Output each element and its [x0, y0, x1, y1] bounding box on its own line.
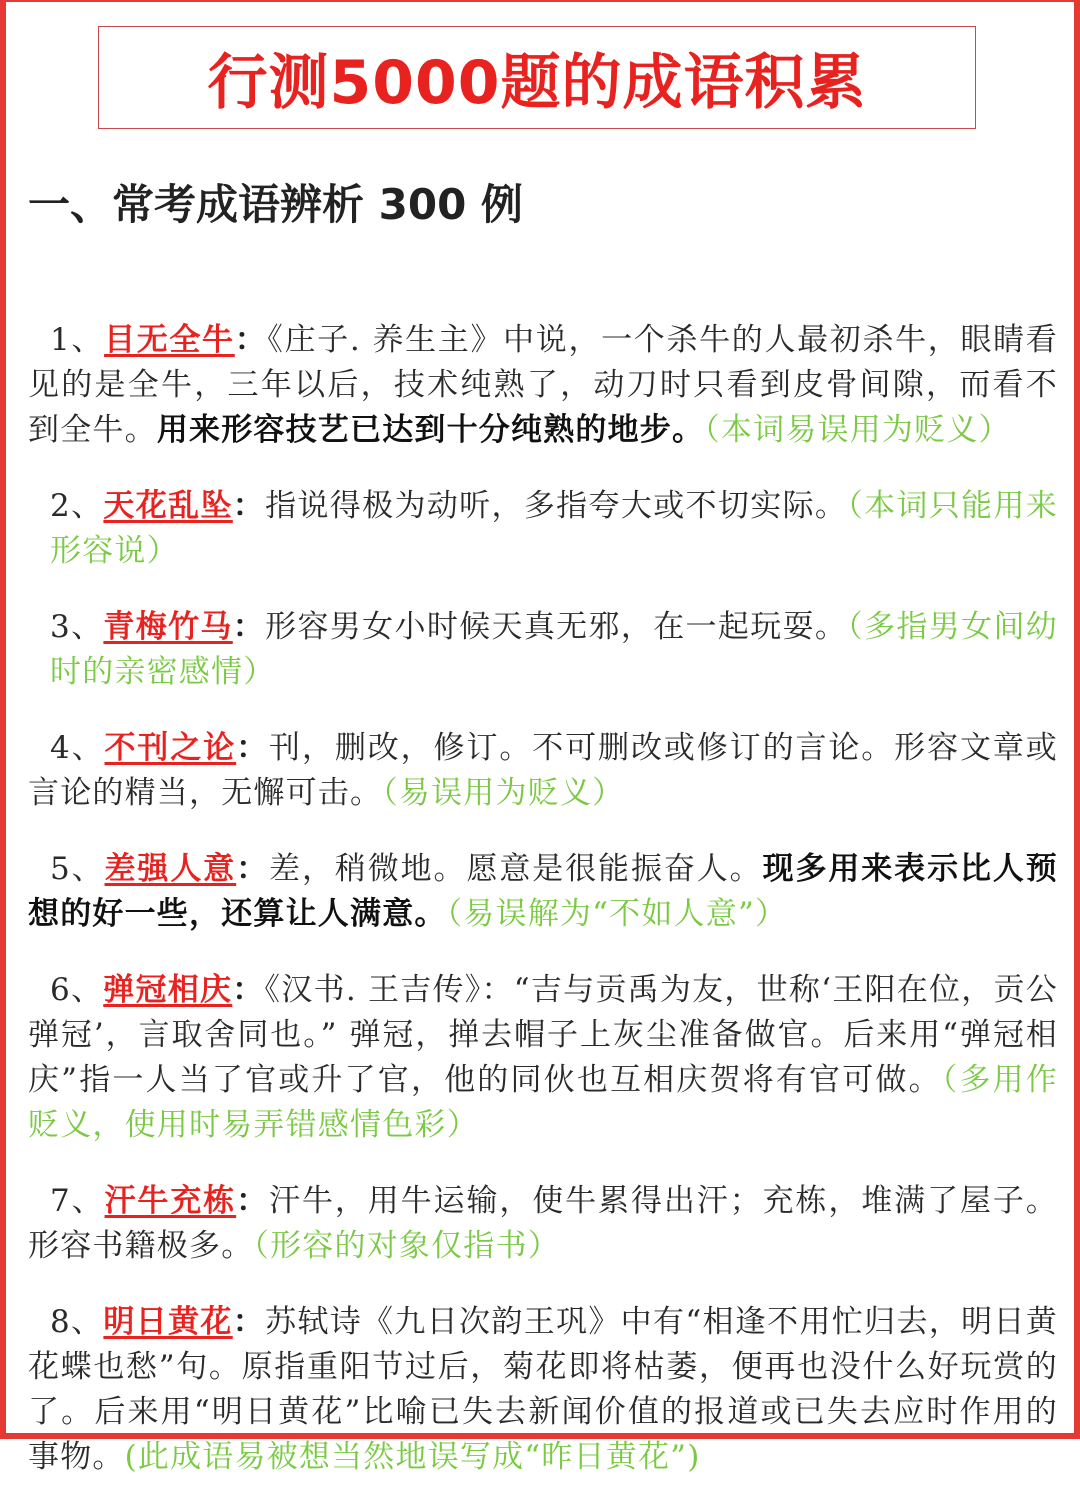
- term-colon: ：: [232, 609, 266, 645]
- entry-number: 1、: [50, 322, 105, 358]
- usage-note: （形容的对象仅指书）: [253, 1228, 560, 1264]
- entry-emphasis: 现多用来表示比人预想的好一些，还算让人满意。: [28, 851, 1058, 932]
- entry-number: 5、: [50, 851, 105, 887]
- usage-note: （本词只能用来形容说）: [50, 488, 1058, 569]
- entry-text: 差，稍微地。愿意是很能振奋人。: [269, 851, 763, 887]
- entry-number: 8、: [50, 1304, 104, 1340]
- idiom-entry: [28, 968, 1058, 1148]
- idiom-term: 天花乱坠: [103, 488, 233, 524]
- entry-number: 2、: [50, 488, 104, 524]
- entry-emphasis: 用来形容技艺已达到十分纯熟的地步。: [156, 412, 705, 448]
- entry-number: 4、: [50, 730, 105, 766]
- term-colon: ：: [232, 1304, 266, 1340]
- usage-note: （本词易误用为贬义）: [704, 412, 1011, 448]
- title-box: [98, 26, 976, 129]
- idiom-entry: [28, 318, 1058, 453]
- section-heading: 一、常考成语辨析 300 例: [28, 180, 523, 229]
- idiom-term: 汗牛充栋: [104, 1183, 237, 1219]
- idiom-term: 不刊之论: [104, 730, 237, 766]
- term-colon: ：: [236, 1183, 270, 1219]
- idiom-entry: [28, 1179, 1058, 1269]
- idiom-entry: [28, 847, 1058, 937]
- entry-text: 《汉书. 王吉传》：“吉与贡禹为友，世称‘王阳在位，贡公弹冠’，言取舍同也。” 弹冠，掸去帽子上灰尘准备做官。后来用“弹冠相庆”指一人当了官或升了官，他的同伙也互相庆贺将有官可做。: [28, 972, 1059, 1098]
- idiom-term: 弹冠相庆: [103, 972, 233, 1008]
- term-colon: ：: [236, 730, 270, 766]
- usage-note: (此成语易被想当然地误写成“昨日黄花”): [124, 1439, 701, 1475]
- term-colon: ：: [232, 972, 265, 1008]
- idiom-term: 目无全牛: [104, 322, 235, 358]
- idiom-entry: [28, 726, 1058, 816]
- entry-text: 苏轼诗《九日次韵王巩》中有“相逢不用忙归去，明日黄花蝶也愁”句。原指重阳节过后，菊花即将枯萎，便再也没什么好玩赏的了。后来用“明日黄花”比喻已失去新闻价值的报道或已失去应时作用的事物。: [28, 1304, 1059, 1475]
- idiom-term: 明日黄花: [103, 1304, 233, 1340]
- entry-number: 3、: [50, 609, 104, 645]
- entry-text: 刊，删改，修订。不可删改或修订的言论。形容文章或言论的精当，无懈可击。: [28, 730, 1058, 811]
- idiom-list: [28, 287, 1058, 1491]
- idiom-entry: [28, 484, 1058, 574]
- usage-note: （易误用为贬义）: [382, 775, 625, 811]
- entry-text: 指说得极为动听，多指夸大或不切实际。: [265, 488, 848, 524]
- entry-text: 汗牛，用牛运输，使牛累得出汗；充栋，堆满了屋子。形容书籍极多。: [28, 1183, 1058, 1264]
- entry-text: 形容男女小时候天真无邪，在一起玩耍。: [265, 609, 848, 645]
- page-title: 行测5000题的成语积累: [207, 47, 867, 118]
- term-colon: ：: [232, 488, 266, 524]
- entry-text: 《庄子. 养生主》中说，一个杀牛的人最初杀牛，眼睛看见的是全牛，三年以后，技术纯熟了，动刀时只看到皮骨间隙，而看不到全牛。: [28, 322, 1059, 448]
- idiom-entry: [28, 1300, 1058, 1480]
- entry-number: 7、: [50, 1183, 105, 1219]
- idiom-term: 青梅竹马: [103, 609, 233, 645]
- entry-number: 6、: [50, 972, 104, 1008]
- idiom-entry: [28, 605, 1058, 695]
- usage-note: （多用作贬义，使用时易弄错感情色彩）: [28, 1062, 1058, 1143]
- term-colon: ：: [234, 322, 268, 358]
- usage-note: （易误解为“不如人意”）: [446, 896, 788, 932]
- term-colon: ：: [236, 851, 270, 887]
- idiom-term: 差强人意: [104, 851, 237, 887]
- usage-note: （多指男女间幼时的亲密感情）: [50, 609, 1058, 690]
